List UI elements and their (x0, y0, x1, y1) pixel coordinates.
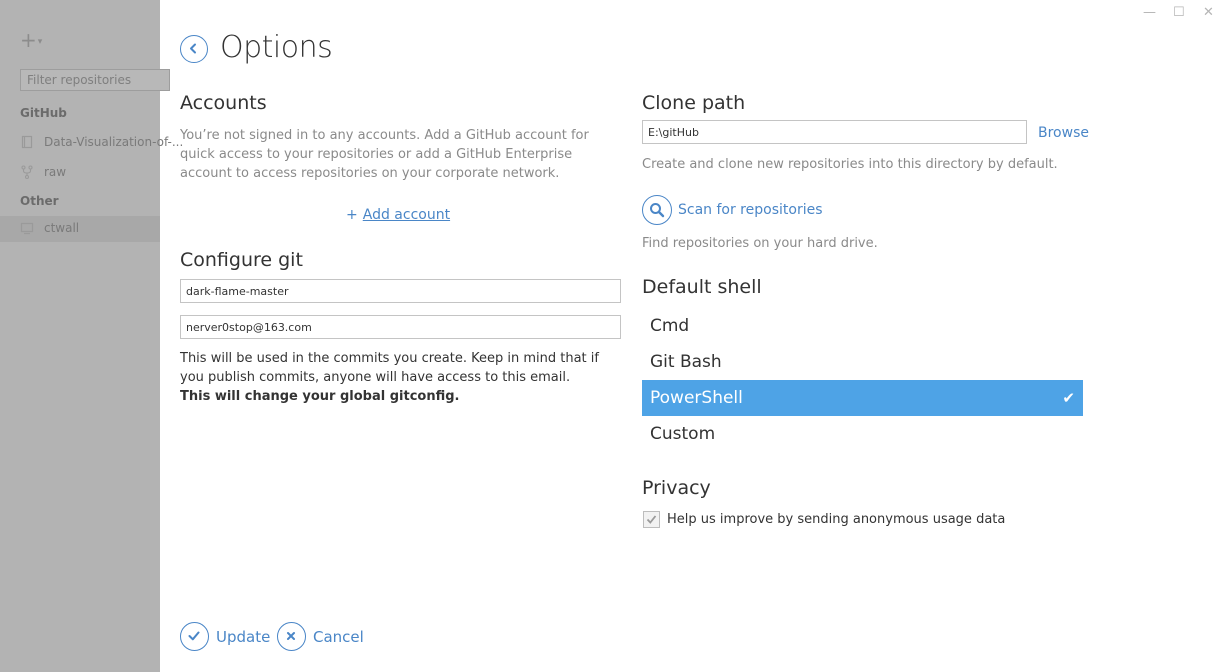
browse-button[interactable]: Browse (1038, 125, 1089, 141)
close-icon (285, 630, 297, 642)
update-circle (180, 622, 209, 651)
cancel-label: Cancel (313, 628, 364, 646)
chevron-left-icon (188, 43, 199, 54)
plus-icon: + (20, 28, 37, 52)
git-config-note-text: This will be used in the commits you create. Keep in mind that if you publish commits, anyone will have access to this email. (180, 351, 599, 385)
sidebar-item-data-visualization[interactable] (20, 130, 184, 156)
filter-repositories-input[interactable]: Filter repositories (20, 69, 170, 91)
privacy-heading: Privacy (642, 477, 711, 499)
sidebar-section-other: Other (20, 194, 59, 208)
close-button[interactable]: ✕ (1203, 5, 1214, 20)
add-account-link[interactable] (346, 207, 450, 223)
shell-option-label: Custom (650, 424, 716, 444)
git-email-input[interactable] (180, 315, 621, 339)
fork-icon (20, 165, 34, 179)
update-label: Update (216, 628, 271, 646)
minimize-button[interactable]: — (1143, 5, 1156, 20)
sidebar-item-raw[interactable] (20, 160, 180, 186)
search-icon (649, 202, 665, 218)
shell-option-custom[interactable] (642, 416, 1083, 452)
configure-git-heading: Configure git (180, 249, 303, 271)
scan-for-repositories-button[interactable] (642, 195, 672, 225)
git-name-input[interactable] (180, 279, 621, 303)
caret-down-icon: ▾ (37, 36, 43, 47)
page-title: Options (220, 30, 333, 65)
shell-list (642, 308, 1083, 452)
sidebar-item-label: raw (44, 165, 67, 179)
clone-path-heading: Clone path (642, 92, 746, 114)
shell-option-label: PowerShell (650, 388, 743, 408)
add-repository-button[interactable] (20, 30, 42, 52)
shell-option-powershell[interactable] (642, 380, 1083, 416)
cancel-button[interactable] (277, 622, 362, 652)
default-shell-heading: Default shell (642, 276, 762, 298)
update-button[interactable] (180, 622, 270, 652)
local-repo-icon (20, 221, 34, 235)
sidebar (0, 0, 184, 672)
clone-path-description: Create and clone new repositories into this directory by default. (642, 157, 1058, 172)
scan-for-repositories-link[interactable]: Scan for repositories (678, 202, 823, 218)
sidebar-section-github: GitHub (20, 106, 67, 120)
usage-data-label: Help us improve by sending anonymous usage data (667, 512, 1006, 527)
accounts-heading: Accounts (180, 92, 267, 114)
checkmark-icon: ✔ (1062, 389, 1075, 407)
shell-option-git-bash[interactable] (642, 344, 1083, 380)
sidebar-item-ctwall[interactable] (0, 216, 160, 242)
cancel-circle (277, 622, 306, 651)
maximize-button[interactable]: ☐ (1173, 5, 1185, 20)
git-config-note (180, 349, 620, 406)
shell-option-cmd[interactable] (642, 308, 1083, 344)
repo-icon (20, 135, 34, 149)
sidebar-item-label: ctwall (44, 221, 80, 235)
shell-option-label: Git Bash (650, 352, 722, 372)
usage-data-checkbox[interactable] (643, 511, 660, 528)
checkmark-icon (646, 514, 657, 525)
sidebar-item-label: Data-Visualization-of-... (44, 135, 184, 149)
scan-description: Find repositories on your hard drive. (642, 236, 878, 251)
accounts-description: You’re not signed in to any accounts. Add a GitHub account for quick access to your repositories or add a GitHub Enterprise account to access repositories on your corporate network. (180, 128, 589, 181)
add-account-label: Add account (362, 207, 451, 223)
git-config-warning: This will change your global gitconfig. (180, 389, 460, 404)
back-button[interactable] (180, 35, 208, 63)
shell-option-label: Cmd (650, 316, 690, 336)
plus-icon: + (346, 207, 358, 223)
clone-path-input[interactable] (642, 120, 1027, 144)
checkmark-icon (188, 630, 200, 642)
